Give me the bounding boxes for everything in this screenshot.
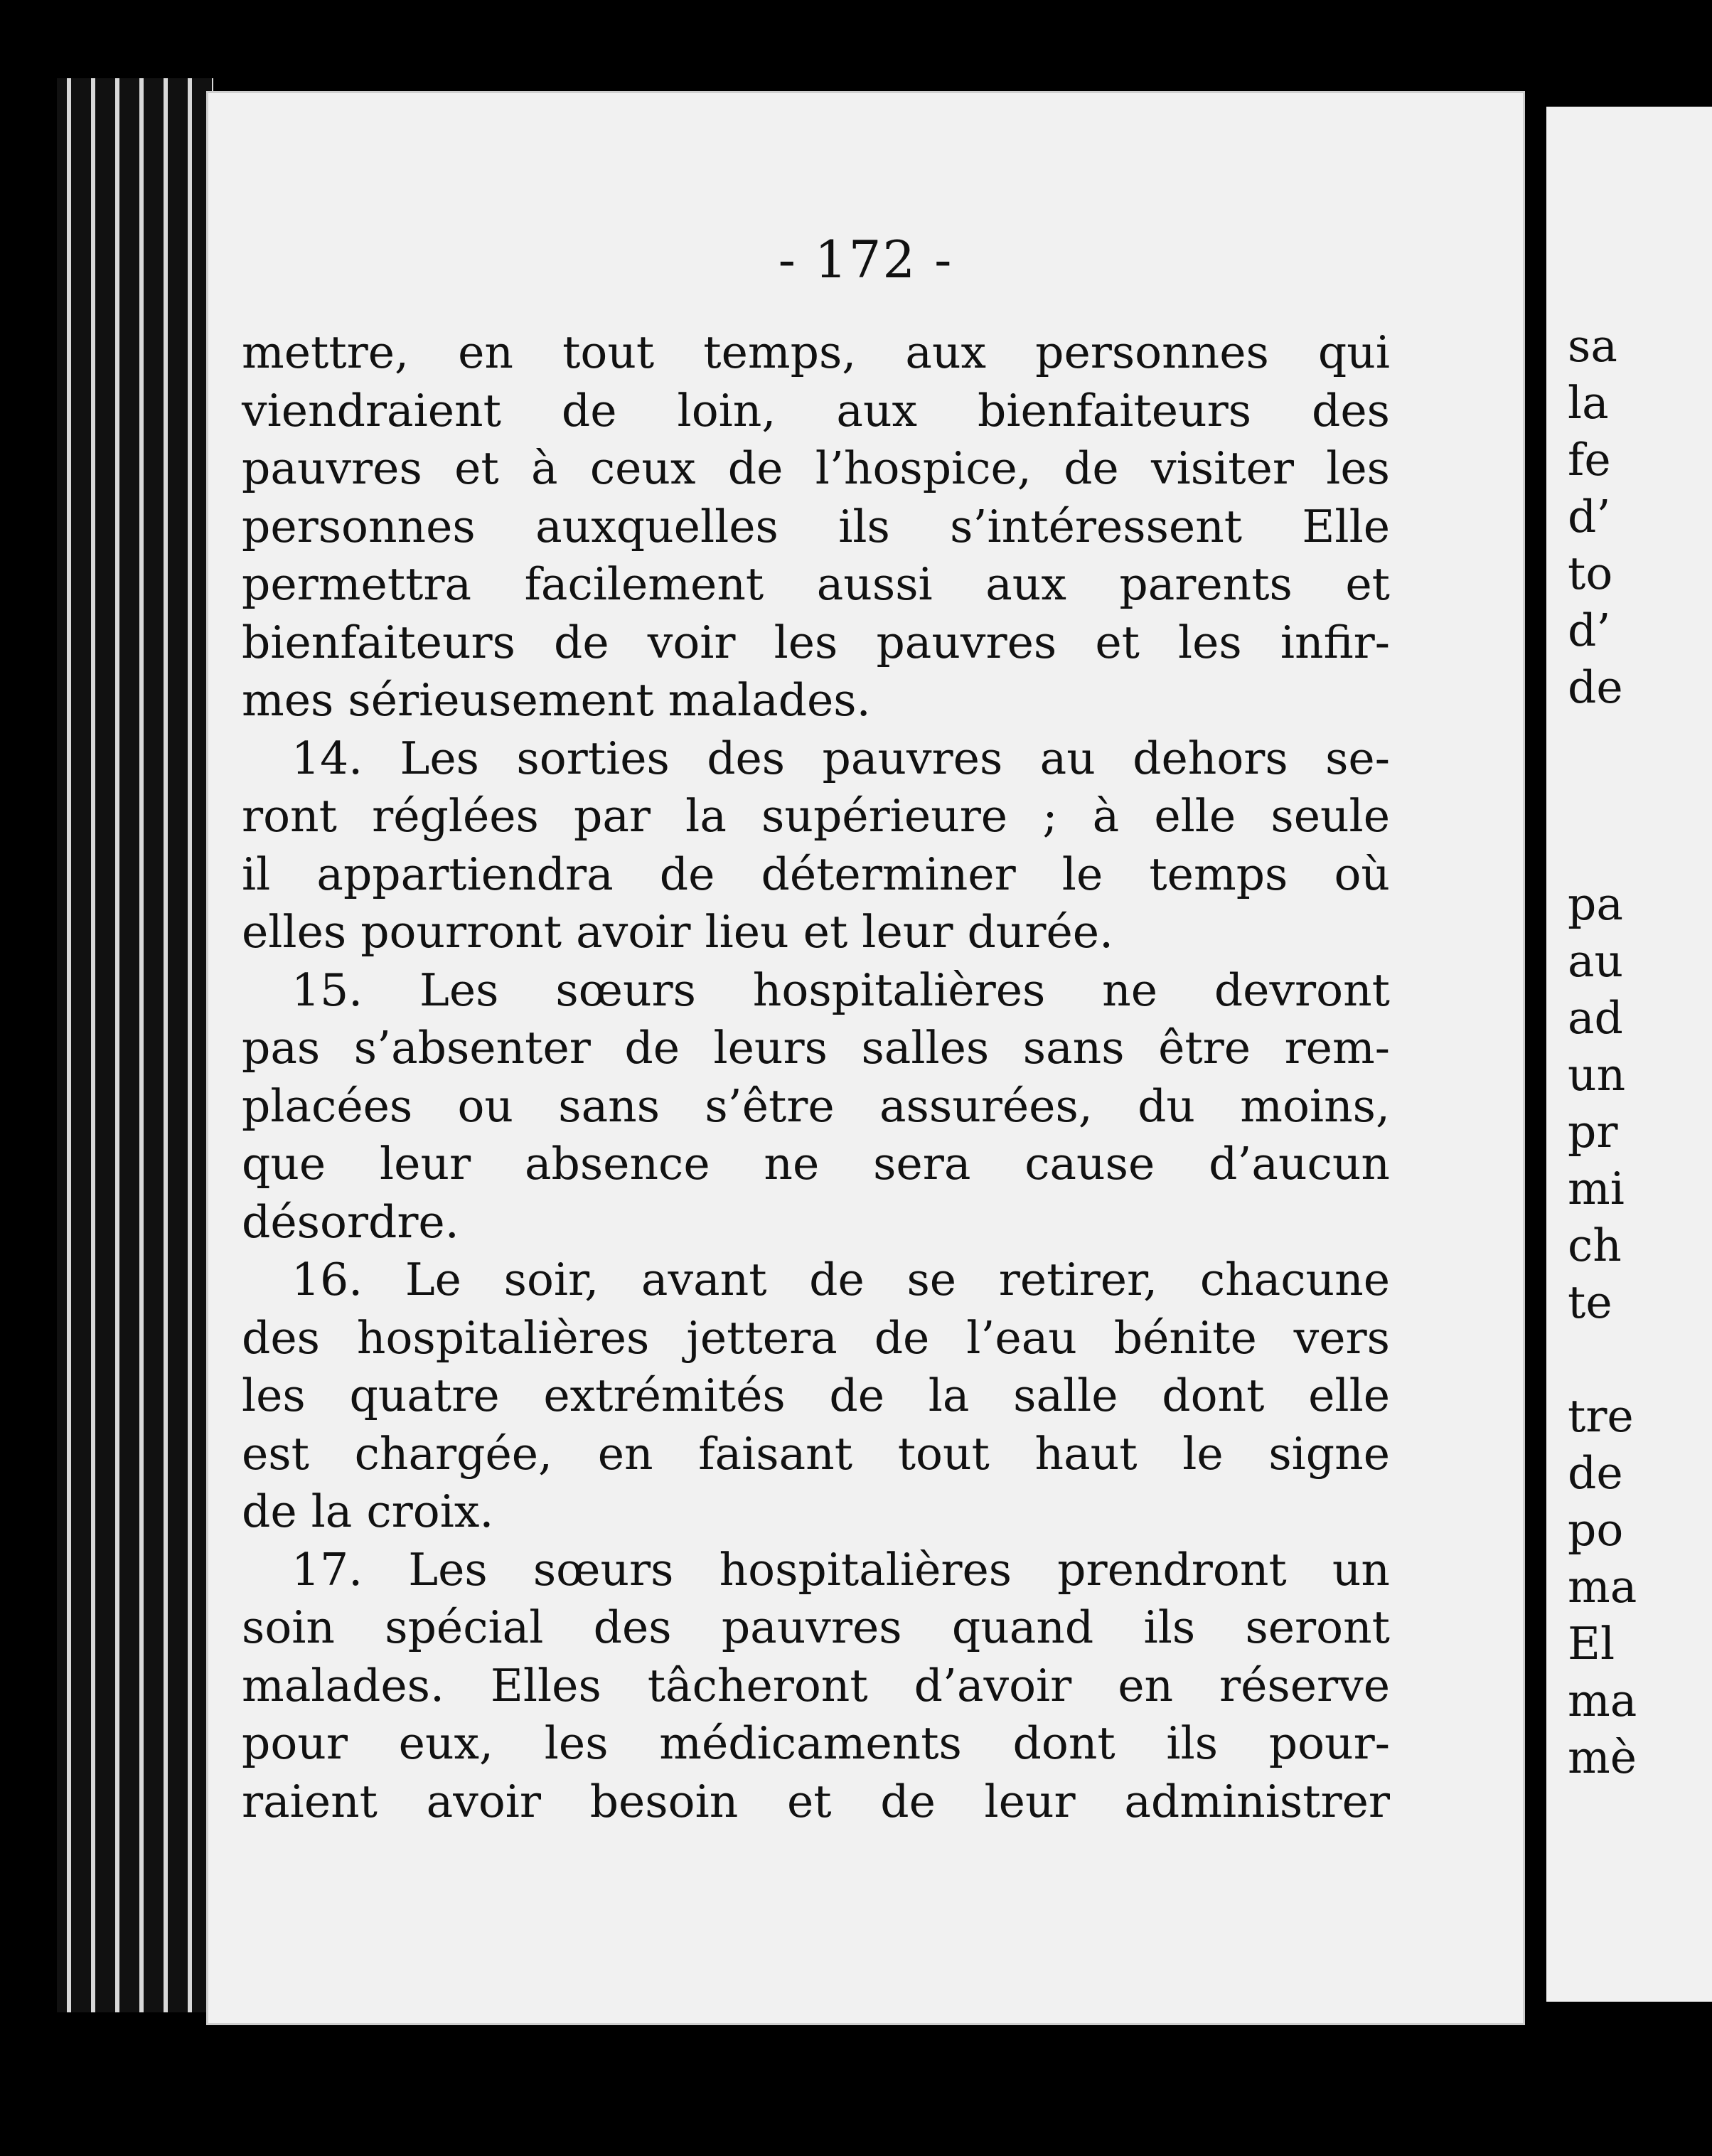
book-page-right-fragment bbox=[1546, 107, 1712, 2002]
text-line: elles pourront avoir lieu et leur durée. bbox=[242, 906, 1114, 958]
text-line: soin spécial des pauvres quand ils seront bbox=[242, 1601, 1390, 1653]
text-line: 14. Les sorties des pauvres au dehors se- bbox=[291, 732, 1390, 784]
facing-page-fragment: au bbox=[1568, 935, 1624, 987]
facing-page-fragment: po bbox=[1568, 1504, 1624, 1556]
facing-page-fragment: tre bbox=[1568, 1390, 1634, 1442]
facing-page-fragment: te bbox=[1568, 1276, 1612, 1328]
text-line: les quatre extrémités de la salle dont elle bbox=[242, 1370, 1390, 1421]
text-line: 16. Le soir, avant de se retirer, chacune bbox=[291, 1254, 1390, 1306]
facing-page-fragment: El bbox=[1568, 1618, 1615, 1670]
page-number: - 172 - bbox=[778, 230, 953, 289]
facing-page-fragment: d’ bbox=[1568, 604, 1611, 656]
text-line: pas s’absenter de leurs salles sans être rem- bbox=[242, 1022, 1390, 1074]
facing-page-fragment: la bbox=[1568, 377, 1609, 429]
text-line: que leur absence ne sera cause d’aucun bbox=[242, 1138, 1390, 1190]
facing-page-fragment: ch bbox=[1568, 1220, 1622, 1271]
book-edge-pages bbox=[57, 78, 213, 2012]
facing-page-fragment: to bbox=[1568, 548, 1613, 599]
facing-page-fragment: ad bbox=[1568, 992, 1623, 1044]
text-line: des hospitalières jettera de l’eau bénite vers bbox=[242, 1311, 1390, 1364]
text-line: permettra facilement aussi aux parents et bbox=[242, 558, 1390, 610]
facing-page-fragment: pa bbox=[1568, 878, 1623, 930]
text-line: placées ou sans s’être assurées, du moins, bbox=[242, 1079, 1390, 1132]
text-line: bienfaiteurs de voir les pauvres et les infir- bbox=[242, 616, 1390, 668]
facing-page-fragment: pr bbox=[1568, 1106, 1618, 1158]
facing-page-fragment: fe bbox=[1568, 434, 1611, 486]
text-line: est chargée, en faisant tout haut le signe bbox=[242, 1427, 1390, 1480]
text-line: 15. Les sœurs hospitalières ne devront bbox=[291, 964, 1390, 1016]
facing-page-fragment: un bbox=[1568, 1049, 1626, 1101]
facing-page-fragment: ma bbox=[1568, 1675, 1637, 1727]
text-line: personnes auxquelles ils s’intéressent Elle bbox=[242, 500, 1390, 553]
text-line: pauvres et à ceux de l’hospice, de visiter les bbox=[242, 442, 1390, 494]
facing-page-fragment: mè bbox=[1568, 1731, 1637, 1783]
facing-page-fragment: de bbox=[1568, 661, 1623, 713]
text-line: ront réglées par la supérieure ; à elle seule bbox=[242, 790, 1390, 842]
text-line: de la croix. bbox=[242, 1485, 494, 1537]
text-line: il appartiendra de déterminer le temps où bbox=[242, 848, 1390, 900]
text-line: désordre. bbox=[242, 1195, 459, 1248]
facing-page-fragment: ma bbox=[1568, 1561, 1637, 1613]
text-line: pour eux, les médicaments dont ils pour- bbox=[242, 1717, 1390, 1769]
text-line: raient avoir besoin et de leur administrer bbox=[242, 1775, 1390, 1827]
text-line: malades. Elles tâcheront d’avoir en réserve bbox=[242, 1659, 1390, 1712]
text-line: viendraient de loin, aux bienfaiteurs des bbox=[242, 384, 1390, 437]
facing-page-fragment: mi bbox=[1568, 1163, 1625, 1215]
text-line: 17. Les sœurs hospitalières prendront un bbox=[291, 1543, 1390, 1596]
text-line: mettre, en tout temps, aux personnes qui bbox=[242, 326, 1390, 378]
facing-page-fragment: sa bbox=[1568, 320, 1617, 372]
facing-page-fragment: de bbox=[1568, 1447, 1623, 1499]
text-line: mes sérieusement malades. bbox=[242, 674, 871, 726]
facing-page-fragment: d’ bbox=[1568, 491, 1611, 543]
page-body-text bbox=[242, 324, 1390, 1830]
